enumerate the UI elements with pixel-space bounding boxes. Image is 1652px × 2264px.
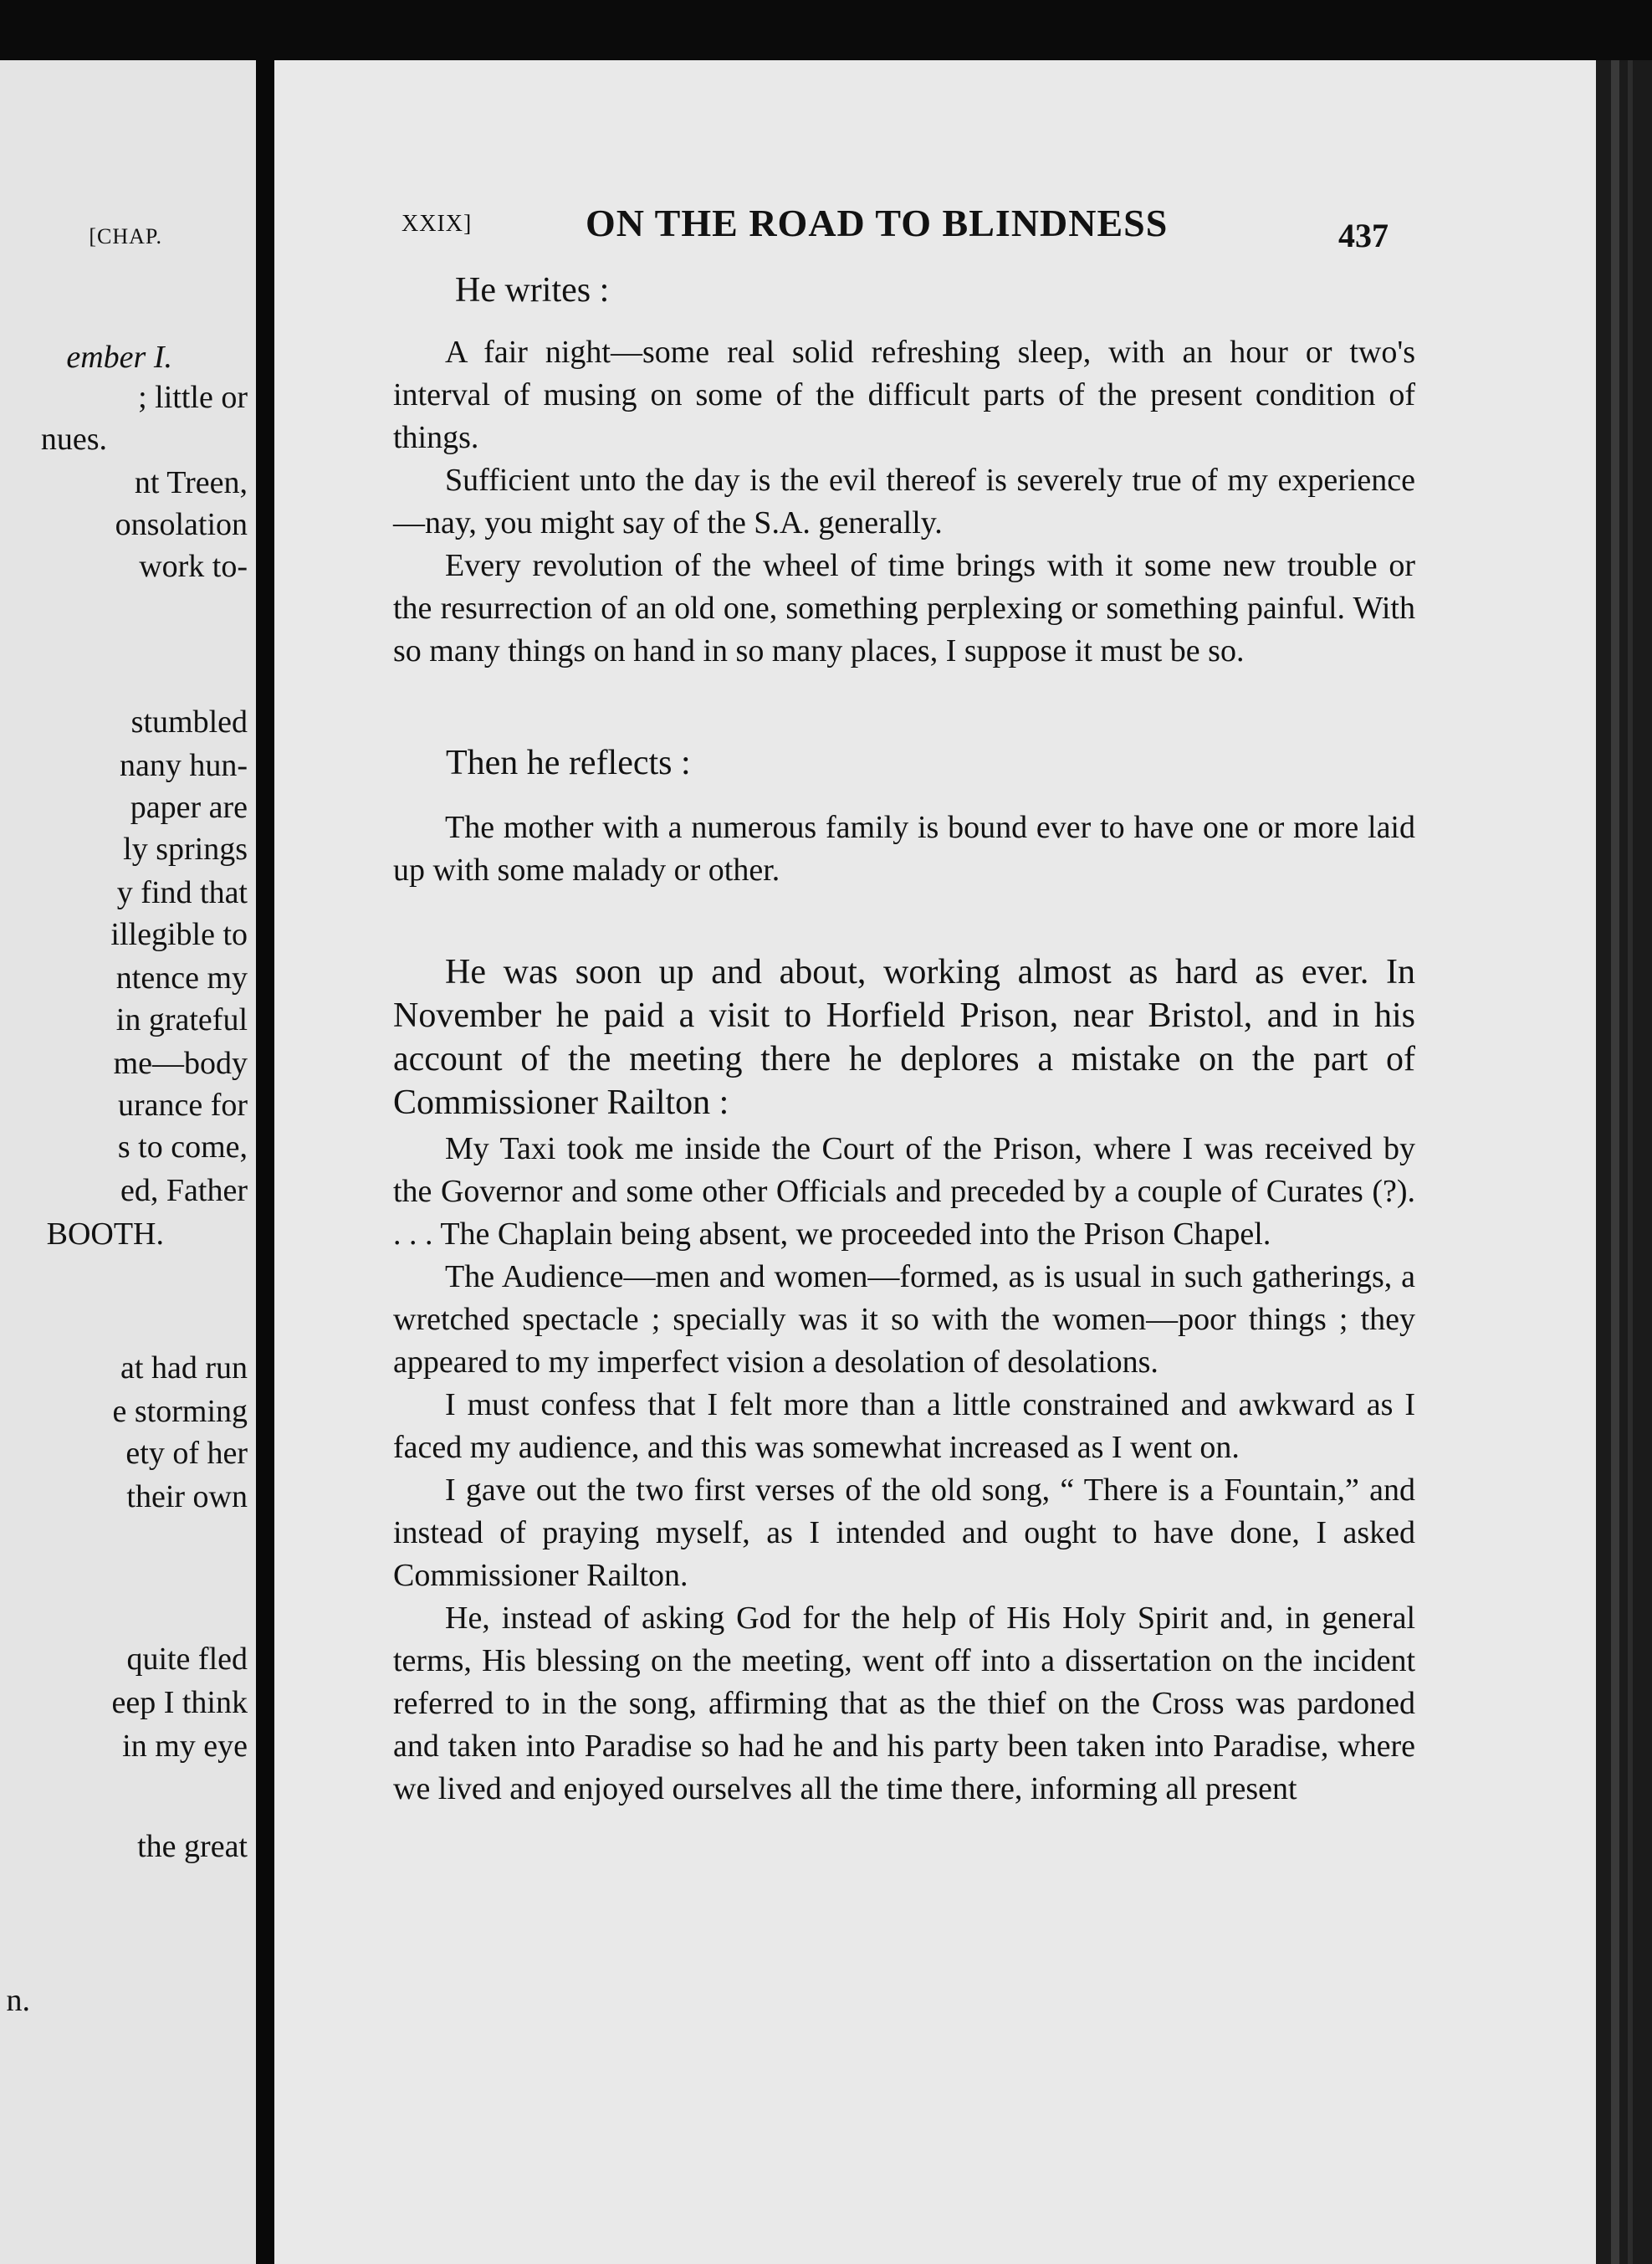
left-line: paper are (130, 790, 248, 825)
left-line: nues. (40, 422, 107, 457)
page-edge-strip (1628, 60, 1633, 2264)
left-line: quite fled (126, 1642, 248, 1677)
left-line: ; little or (138, 380, 248, 415)
left-line: ety of her (125, 1436, 248, 1471)
intro-line: He writes : (455, 271, 610, 310)
left-line: n. (6, 1983, 30, 2018)
quote-paragraph: A fair night—some real solid refreshing sleep, with an hour or two's interval of musing on some of the difficult parts of the present condition of things. (393, 335, 1415, 455)
left-line: in grateful (115, 1002, 248, 1037)
intro-line: Then he reflects : (446, 744, 691, 782)
left-line: in my eye (122, 1729, 248, 1764)
left-page (0, 60, 256, 2264)
left-line: nt Treen, (134, 465, 248, 500)
page-edge-strip (1611, 60, 1619, 2264)
left-line: y find that (116, 875, 248, 910)
left-line: the great (137, 1829, 248, 1864)
left-line: ed, Father (120, 1173, 248, 1208)
left-line: urance for (117, 1088, 248, 1123)
narrative-paragraph (393, 950, 1415, 1124)
quote-paragraph: My Taxi took me inside the Court of the Prison, where I was received by the Governor and some other Officials and preceded by a couple of Curates (?). . . . The Chaplain being absent, we proceeded into the Prison Chapel. (393, 1131, 1415, 1252)
left-line: at had run (120, 1350, 248, 1386)
left-line: stumbled (130, 704, 248, 740)
left-line: e storming (112, 1394, 248, 1429)
quote-paragraph: I gave out the two first verses of the old song, “ There is a Fountain,” and instead of praying myself, as I intended and ought to have done, I asked Commissioner Railton. (393, 1473, 1415, 1593)
quote-block (393, 1128, 1415, 1811)
left-line: BOOTH. (46, 1217, 164, 1252)
left-line: me—body (113, 1046, 248, 1081)
left-line: illegible to (110, 917, 248, 952)
narrative-text: He was soon up and about, working almost as hard as ever. In November he paid a visit to Horfield Prison, near Bristol, and in his account of the meeting there he deplores a mistake on the part of Commissioner Railton : (393, 953, 1415, 1122)
quote-paragraph: The Audience—men and women—formed, as is usual in such gatherings, a wretched spectacle ; specially was it so with the women—poor things ; they appeared to my imperfect vision a desolation of desolations. (393, 1259, 1415, 1380)
left-line: their own (126, 1479, 248, 1514)
left-line: nany hun- (119, 748, 248, 783)
quote-paragraph: He, instead of asking God for the help of His Holy Spirit and, in general terms, His blessing on the meeting, went off into a dissertation on the incident referred to in the song, affirming that as the thief on the Cross was pardoned and taken into Paradise so had he and his party been taken into Paradise, where we lived and enjoyed ourselves all the time there, informing all present (393, 1601, 1415, 1806)
left-line: eep I think (111, 1685, 248, 1720)
quote-paragraph: Sufficient unto the day is the evil thereof is severely true of my experience—nay, you might say of the S.A. generally. (393, 463, 1415, 540)
page-number: 437 (1338, 217, 1389, 254)
left-line: ember I. (66, 340, 172, 375)
right-page (274, 60, 1596, 2264)
quote-paragraph: The mother with a numerous family is bound ever to have one or more laid up with some malady or other. (393, 810, 1415, 888)
left-line: onsolation (115, 507, 248, 542)
quote-paragraph: Every revolution of the wheel of time brings with it some new trouble or the resurrection of an old one, something perplexing or something painful. With so many things on hand in so many places, I suppose it must be so. (393, 548, 1415, 668)
left-line: [CHAP. (89, 224, 162, 248)
left-line: ntence my (115, 960, 248, 996)
quote-block (393, 331, 1415, 673)
book-gutter (256, 60, 274, 2264)
left-line: ly springs (123, 832, 248, 867)
running-head-title: ON THE ROAD TO BLINDNESS (586, 202, 1169, 244)
running-head-chapter: XXIX] (401, 211, 473, 237)
quote-paragraph: I must confess that I felt more than a little constrained and awkward as I faced my audience, and this was somewhat increased as I went on. (393, 1387, 1415, 1465)
left-line: s to come, (117, 1129, 248, 1165)
page-edge (1596, 60, 1652, 2264)
left-line: work to- (139, 549, 248, 584)
quote-block (393, 807, 1415, 892)
